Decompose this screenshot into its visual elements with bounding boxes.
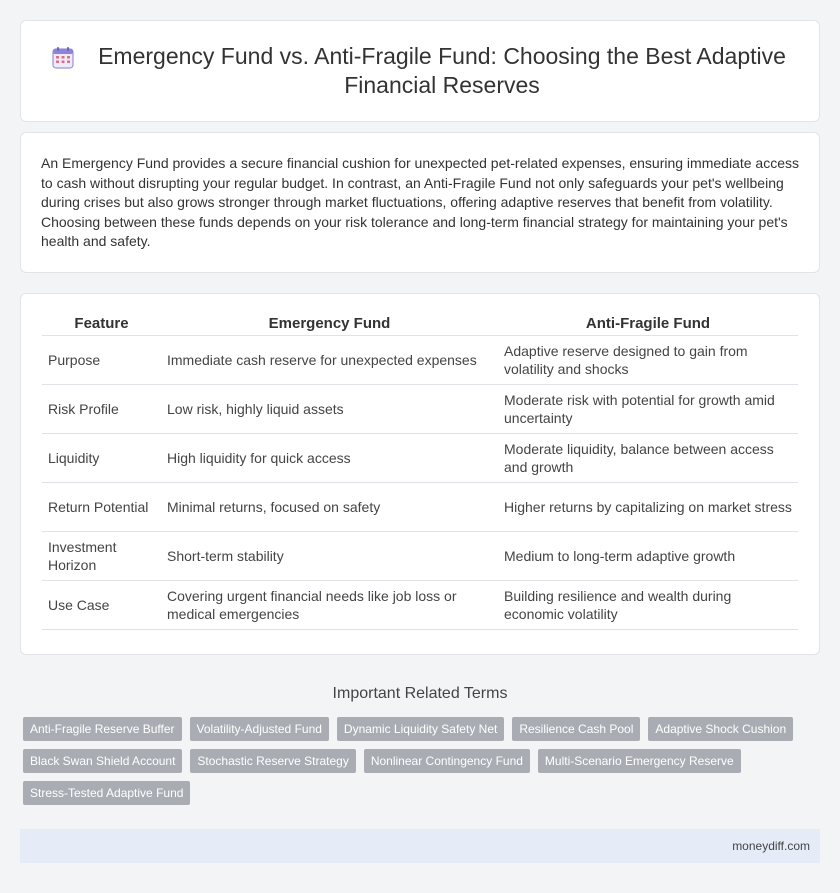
term-tag[interactable]: Nonlinear Contingency Fund <box>364 749 530 773</box>
column-header: Emergency Fund <box>161 310 498 336</box>
table-row <box>42 482 798 531</box>
table-cell: Minimal returns, focused on safety <box>161 482 498 531</box>
term-tag[interactable]: Multi-Scenario Emergency Reserve <box>538 749 741 773</box>
term-tag[interactable]: Anti-Fragile Reserve Buffer <box>23 717 182 741</box>
term-tag[interactable]: Volatility-Adjusted Fund <box>190 717 329 741</box>
term-tag[interactable]: Adaptive Shock Cushion <box>648 717 793 741</box>
table-cell: Use Case <box>42 580 161 629</box>
table-row <box>42 531 798 580</box>
table-header-row <box>42 310 798 336</box>
page-title: Emergency Fund vs. Anti-Fragile Fund: Choosing the Best Adaptive Financial Reserves <box>98 43 786 98</box>
header-card <box>20 20 820 122</box>
table-cell: Adaptive reserve designed to gain from volatility and shocks <box>498 335 798 384</box>
table-cell: Risk Profile <box>42 384 161 433</box>
table-cell: Covering urgent financial needs like job loss or medical emergencies <box>161 580 498 629</box>
table-cell: High liquidity for quick access <box>161 433 498 482</box>
table-cell: Higher returns by capitalizing on market stress <box>498 482 798 531</box>
column-header: Anti-Fragile Fund <box>498 310 798 336</box>
table-row <box>42 384 798 433</box>
table-cell: Medium to long-term adaptive growth <box>498 531 798 580</box>
comparison-table-card <box>20 293 820 655</box>
table-cell: Purpose <box>42 335 161 384</box>
intro-card <box>20 132 820 273</box>
comparison-table <box>42 310 798 630</box>
table-row <box>42 335 798 384</box>
table-cell: Investment Horizon <box>42 531 161 580</box>
table-cell: Building resilience and wealth during economic volatility <box>498 580 798 629</box>
table-cell: Moderate liquidity, balance between access and growth <box>498 433 798 482</box>
table-row <box>42 433 798 482</box>
table-row <box>42 580 798 629</box>
term-tag[interactable]: Stress-Tested Adaptive Fund <box>23 781 190 805</box>
related-terms-list <box>20 717 820 813</box>
table-cell: Return Potential <box>42 482 161 531</box>
table-cell: Moderate risk with potential for growth amid uncertainty <box>498 384 798 433</box>
footer-site-link[interactable]: moneydiff.com <box>732 838 810 853</box>
calendar-icon <box>51 46 75 70</box>
table-cell: Immediate cash reserve for unexpected expenses <box>161 335 498 384</box>
term-tag[interactable]: Stochastic Reserve Strategy <box>190 749 355 773</box>
table-cell: Liquidity <box>42 433 161 482</box>
term-tag[interactable]: Resilience Cash Pool <box>512 717 640 741</box>
table-cell: Short-term stability <box>161 531 498 580</box>
intro-text: An Emergency Fund provides a secure financial cushion for unexpected pet-related expenses, ensuring immediate access to cash without disrupting your regular budget. In contrast, an Anti-Fragile Fund not only safeguards your pet's wellbeing during crises but also grows stronger through market fluctuations, offering adaptive reserves that benefit from volatility. Choosing between these funds depends on your risk tolerance and long-term financial strategy for maintaining your pet's health and safety. <box>41 155 799 249</box>
column-header: Feature <box>42 310 161 336</box>
term-tag[interactable]: Black Swan Shield Account <box>23 749 182 773</box>
table-cell: Low risk, highly liquid assets <box>161 384 498 433</box>
footer <box>20 829 820 863</box>
related-terms-title: Important Related Terms <box>332 684 508 702</box>
term-tag[interactable]: Dynamic Liquidity Safety Net <box>337 717 504 741</box>
